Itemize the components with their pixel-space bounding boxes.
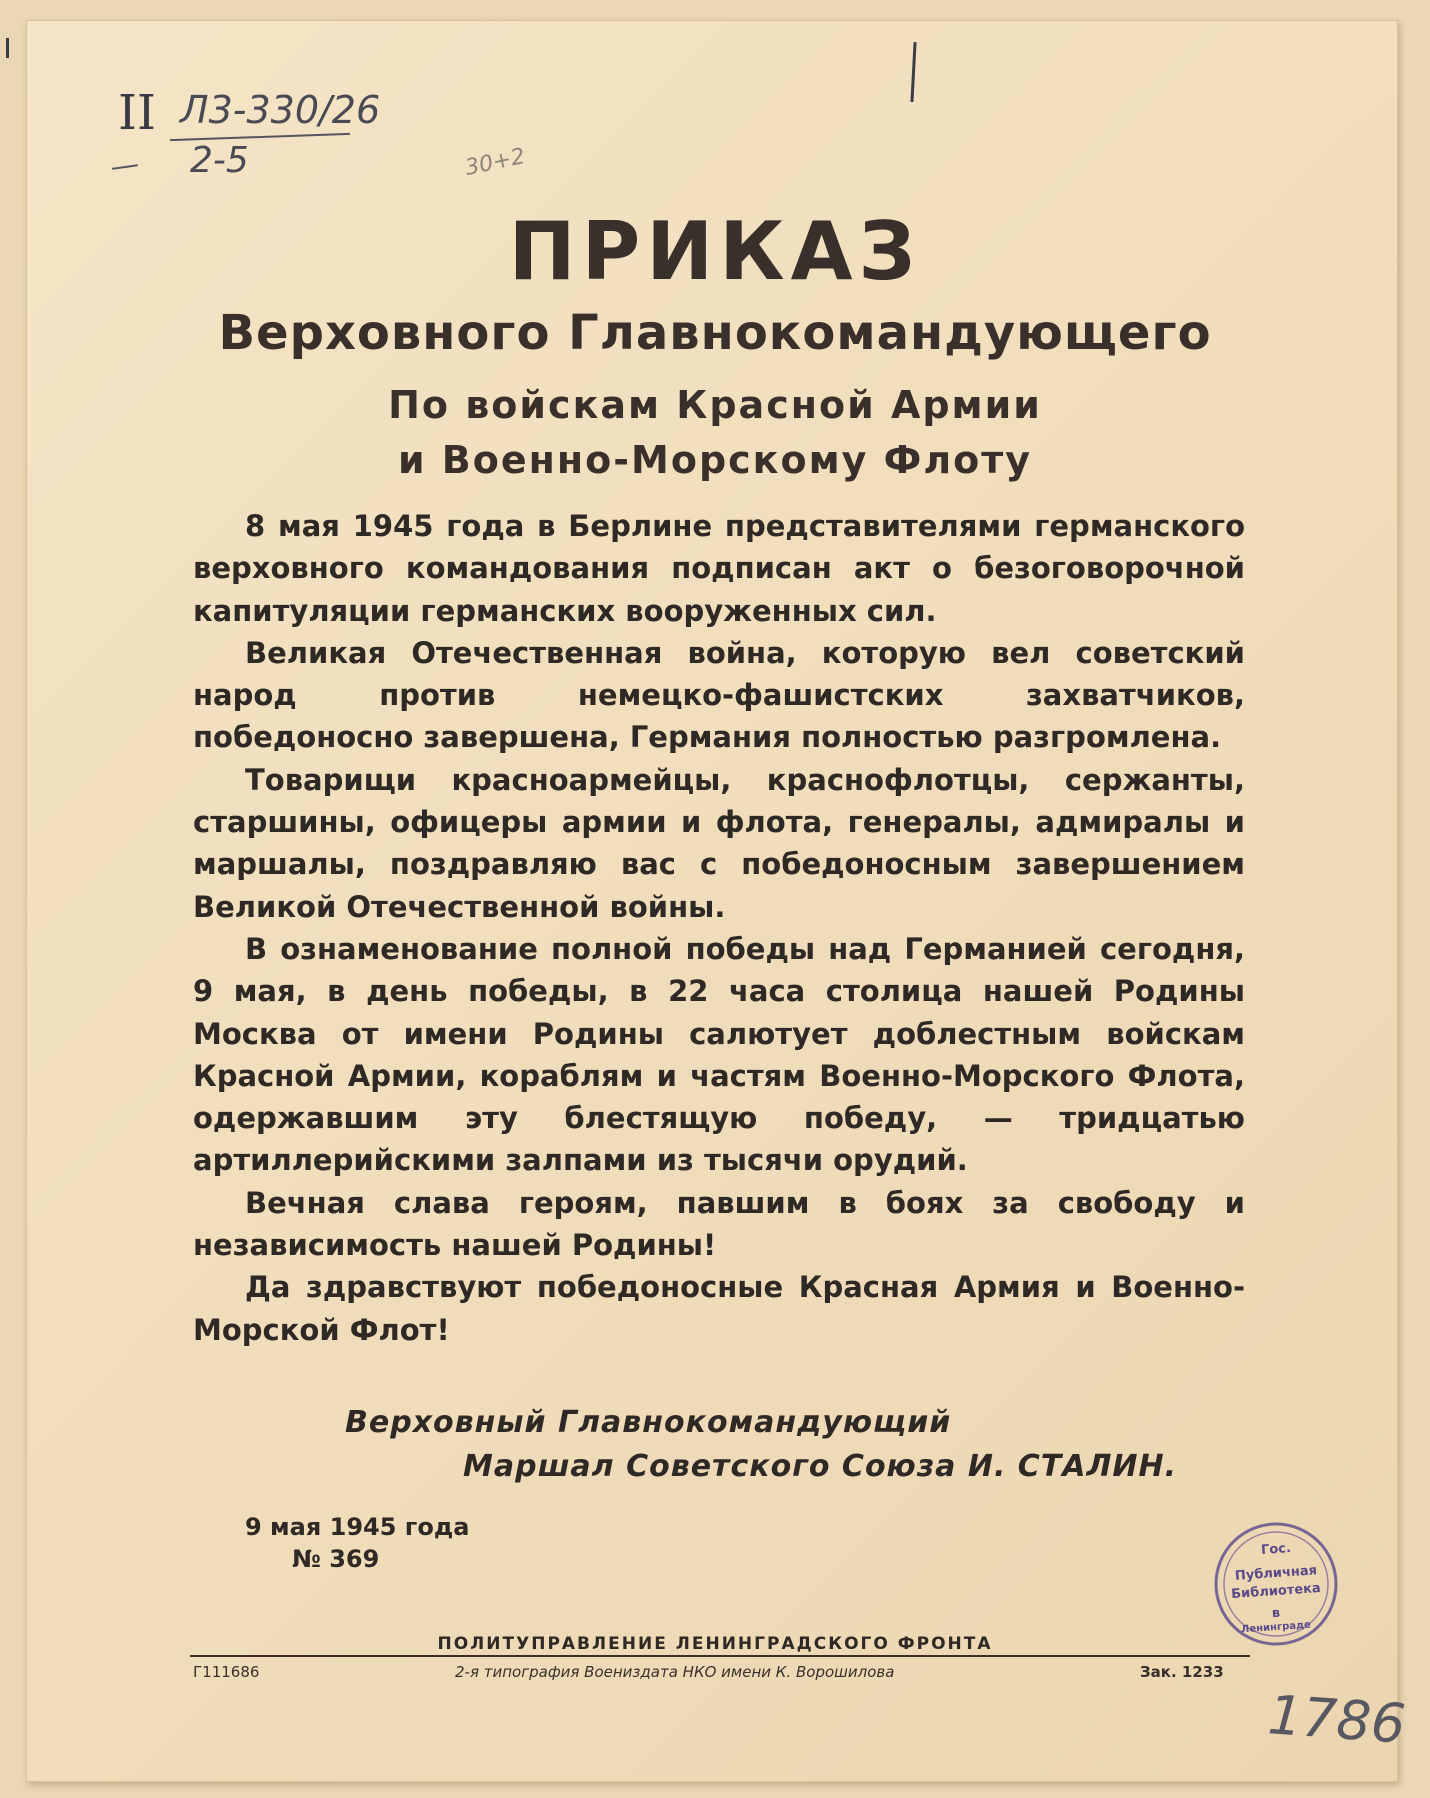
signature-name: Маршал Советского Союза И. СТАЛИН. <box>463 1449 1178 1484</box>
department-name: ПОЛИТУПРАВЛЕНИЕ ЛЕНИНГРАДСКОГО ФРОНТА <box>437 1634 993 1654</box>
footer-rule <box>190 1655 1250 1657</box>
handwritten-roman-numeral: II <box>118 85 156 141</box>
document-subheading-line1: По войскам Красной Армии <box>388 383 1042 427</box>
footer-code: Г111686 <box>193 1663 260 1681</box>
paragraph-salute: В ознаменование полной победы над Германией сегодня, 9 мая, в день победы, в 22 часа столица нашей Родины Москва от имени Родины салютует доблестным войскам Красной Армии, кораблям и частям Военно-Морского Флота, одержавшим эту блестящую победу, — тридцатью артиллерийскими залпами из тысячи орудий. <box>193 931 1245 1178</box>
footer-order-number: Зак. 1233 <box>1140 1663 1224 1681</box>
paragraph-eternal-glory: Вечная слава героям, павшим в боях за свободу и независимость нашей Родины! <box>193 1185 1245 1263</box>
paragraph-long-live: Да здравствуют победоносные Красная Армия и Военно-Морской Флот! <box>193 1270 1245 1347</box>
pencil-note: 30+2 <box>463 143 528 182</box>
paragraph-capitulation: 8 мая 1945 года в Берлине представителями германского верховного командования подписан акт о безоговорочной капитуляции германских вооруженных сил. <box>193 509 1245 628</box>
handwritten-inventory-number: 1786 <box>1265 1683 1408 1756</box>
order-date: 9 мая 1945 года <box>245 1513 470 1541</box>
stamp-line1: Гос. <box>1260 1540 1292 1559</box>
stamp-line3: Библиотека <box>1230 1580 1322 1603</box>
paragraph-congratulations: Товарищи красноармейцы, краснофлотцы, сержанты, старшины, офицеры армии и флота, генералы, адмиралы и маршалы, поздравляю вас с победоносным завершением Великой Отечественной войны. <box>193 762 1245 924</box>
signature-title: Верховный Главнокомандующий <box>345 1405 952 1440</box>
stamp-line5: Ленинграде <box>1240 1619 1312 1636</box>
document-subtitle: Верховного Главнокомандующего <box>218 305 1212 361</box>
document-title: ПРИКАЗ <box>508 205 922 298</box>
order-body <box>193 505 1245 1351</box>
handwritten-shelf-mark-top: Л3-330/26 <box>180 88 381 132</box>
handwritten-shelf-mark-bottom: 2-5 <box>190 140 249 181</box>
footer-printer: 2-я типография Воениздата НКО имени К. Ворошилова <box>455 1663 895 1681</box>
order-number: № 369 <box>292 1545 380 1573</box>
paragraph-war-ended: Великая Отечественная война, которую вел советский народ против немецко-фашистских захватчиков, победоносно завершена, Германия полностью разгромлена. <box>193 635 1245 755</box>
margin-tick-mark <box>6 38 9 58</box>
stamp-line2: Публичная <box>1234 1563 1318 1584</box>
stamp-line4: в <box>1271 1605 1281 1622</box>
document-subheading-line2: и Военно-Морскому Флоту <box>397 438 1033 482</box>
library-stamp <box>1212 1520 1340 1648</box>
